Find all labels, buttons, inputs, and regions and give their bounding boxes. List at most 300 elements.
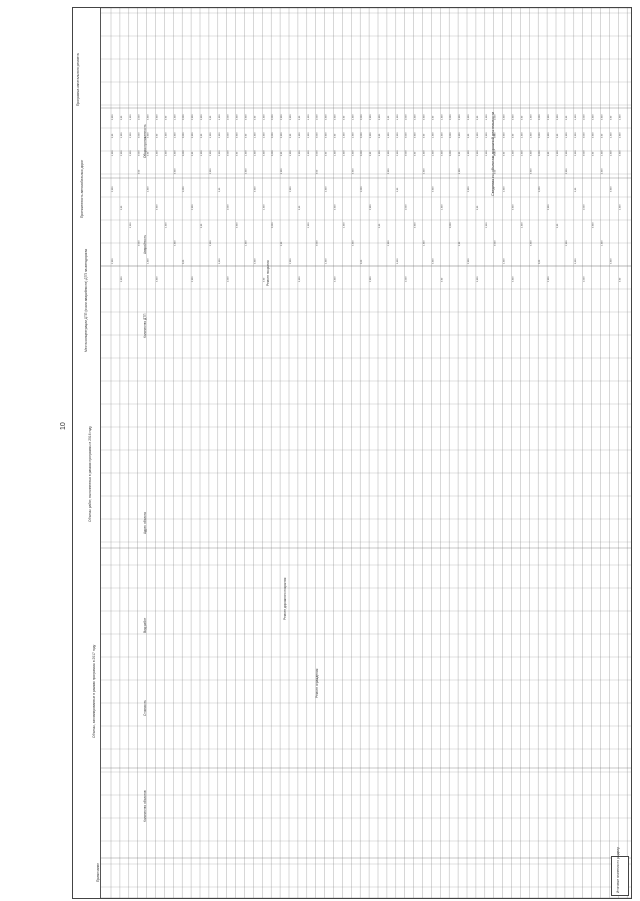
- table-cell-value: 0,000: [174, 168, 177, 174]
- table-cell-value: 1,000: [281, 168, 284, 174]
- table-cell-value: 1,000: [120, 132, 123, 138]
- table-cell-value: 3,000: [370, 204, 373, 210]
- page-number: 10: [60, 422, 67, 430]
- table-cell-value: 0,000: [405, 150, 408, 156]
- table-cell-value: 0,00: [156, 133, 159, 138]
- table-cell-value: 0,00: [601, 133, 604, 138]
- table-cell-value: 3,000: [361, 132, 364, 138]
- table-cell-value: 0,000: [583, 150, 586, 156]
- table-cell-value: 1,000: [174, 114, 177, 120]
- table-cell-value: 0,00: [557, 223, 559, 228]
- table-cell-value: 0,00: [565, 115, 568, 120]
- table-cell-value: 0,00: [120, 205, 123, 210]
- table-cell-value: 3,000: [530, 150, 533, 156]
- table-cell-value: 2,000: [147, 186, 150, 192]
- table-cell-value: 2,000: [619, 132, 622, 138]
- table-cell-value: 0,00: [281, 241, 284, 246]
- table-cell-value: 3,000: [272, 132, 275, 138]
- table-cell-value: 0,00: [539, 259, 542, 264]
- table-cell-value: 0,000: [236, 132, 239, 138]
- table-cell-value: 1,000: [387, 132, 390, 138]
- table-cell-value: 1,000: [601, 240, 604, 246]
- table-cell-value: 0,00: [503, 151, 506, 156]
- table-cell-value: 3,000: [352, 240, 355, 246]
- table-cell-value: 0,00: [201, 133, 203, 138]
- table-cell-value: 0,000: [592, 132, 595, 138]
- table-cell-value: 2,000: [307, 222, 310, 228]
- table-cell-value: 0,000: [272, 150, 275, 156]
- table-cell-value: 0,000: [423, 114, 426, 120]
- table-cell-value: 0,000: [414, 222, 417, 228]
- table-cell-value: 0,000: [227, 150, 230, 156]
- table-cell-value: 2,000: [387, 150, 390, 156]
- table-cell-value: 0,000: [468, 114, 470, 120]
- subheading-cost: Стоимость: [143, 700, 147, 716]
- table-cell-value: 1,000: [530, 114, 533, 120]
- table-cell-value: 1,000: [476, 132, 479, 138]
- table-cell-value: 1,000: [432, 132, 435, 138]
- header-group-program: Программа капитального ремонта: [76, 53, 80, 106]
- table-cell-value: 2,000: [485, 222, 488, 228]
- table-cell-value: 2,000: [112, 258, 114, 264]
- table-cell-value: 2,000: [227, 204, 230, 210]
- table-cell-value: 1,000: [423, 150, 426, 156]
- table-cell-value: 3,000: [512, 276, 515, 282]
- table-cell-value: 0,00: [343, 115, 346, 120]
- table-cell-value: 0,00: [387, 115, 390, 120]
- table-cell-value: 1,000: [245, 150, 248, 156]
- table-cell-value: 0,000: [512, 204, 515, 210]
- table-cell-value: 0,000: [298, 276, 301, 282]
- table-cell-value: 0,000: [138, 240, 141, 246]
- table-cell-value: 1,000: [352, 114, 355, 120]
- table-cell-value: 1,000: [601, 150, 604, 156]
- table-cell-value: 3,000: [147, 114, 150, 120]
- table-cell-value: 0,000: [512, 114, 515, 120]
- table-cell-value: 1,000: [583, 276, 586, 282]
- table-cell-value: 3,000: [272, 222, 275, 228]
- table-cell-value: 3,000: [414, 114, 417, 120]
- table-cell-value: 1,000: [290, 150, 292, 156]
- subheading-count: Количество ДТП: [143, 313, 147, 338]
- table-cell-value: 0,000: [316, 240, 319, 246]
- table-cell-value: 2,000: [361, 114, 364, 120]
- table-cell-value: 0,000: [138, 150, 141, 156]
- table-cell-value: 1,000: [147, 258, 150, 264]
- table-cell-value: 0,00: [476, 115, 479, 120]
- table-cell-value: 3,000: [459, 114, 462, 120]
- table-cell-value: 0,000: [414, 132, 417, 138]
- table-cell-value: 0,00: [432, 115, 435, 120]
- header-group-accidents: Места концентрации ДТП (очаги аварийности) ДТП на автодорогах: [84, 248, 88, 352]
- table-cell-value: 0,000: [334, 204, 337, 210]
- table-cell-value: 2,000: [165, 150, 168, 156]
- table-cell-value: 3,000: [485, 150, 488, 156]
- table-cell-value: 3,000: [334, 276, 337, 282]
- table-cell-value: 1,000: [343, 222, 346, 228]
- table-cell-value: 1,000: [361, 186, 364, 192]
- table-cell-value: 0,000: [379, 114, 381, 120]
- table-cell-value: 1,000: [396, 114, 399, 120]
- table-cell-value: 0,00: [325, 151, 328, 156]
- table-cell-value: 0,000: [325, 132, 328, 138]
- table-cell-value: 0,00: [441, 277, 444, 282]
- table-cell-value: 3,000: [548, 204, 551, 210]
- table-cell-value: 2,000: [245, 168, 248, 174]
- table-cell-value: 2,000: [565, 240, 568, 246]
- table-cell-value: 3,000: [450, 132, 453, 138]
- table-cell-value: 0,000: [192, 132, 195, 138]
- table-cell-value: 1,000: [441, 204, 444, 210]
- table-cell-value: 3,000: [396, 150, 399, 156]
- table-cell-value: 2,000: [432, 150, 435, 156]
- table-cell-value: 0,00: [218, 187, 221, 192]
- table-cell-value: 3,000: [192, 114, 195, 120]
- table-cell-value: 1,000: [165, 132, 168, 138]
- table-cell-value: 3,000: [530, 240, 533, 246]
- table-cell-value: 2,000: [325, 186, 328, 192]
- table-cell-value: 2,000: [494, 114, 497, 120]
- table-cell-value: 3,000: [352, 150, 355, 156]
- table-cell-value: 2,000: [138, 114, 141, 120]
- table-cell-value: 0,00: [334, 133, 337, 138]
- table-cell-value: 0,000: [494, 240, 497, 246]
- table-cell-value: 3,000: [156, 276, 159, 282]
- table-cell-value: 1,000: [298, 132, 301, 138]
- subheading-length: Общая протяженность: [143, 124, 147, 158]
- table-cell-value: 0,00: [120, 115, 123, 120]
- table-cell-value: 1,000: [610, 132, 613, 138]
- table-cell-value: 3,000: [236, 114, 239, 120]
- table-cell-value: 2,000: [218, 132, 221, 138]
- table-cell-value: 2,000: [610, 150, 613, 156]
- table-cell-value: 0,000: [548, 132, 551, 138]
- table-cell-value: 2,000: [129, 222, 132, 228]
- table-cell-value: 2,000: [192, 276, 195, 282]
- table-cell-value: 2,000: [263, 132, 266, 138]
- table-cell-value: 2,000: [476, 150, 479, 156]
- table-cell-value: 1,000: [619, 114, 622, 120]
- table-cell-value: 0,000: [201, 114, 203, 120]
- table-cell-value: 3,000: [138, 132, 141, 138]
- table-cell-value: 0,000: [218, 258, 221, 264]
- table-cell-value: 1,000: [539, 186, 542, 192]
- table-cell-value: 0,00: [396, 187, 399, 192]
- table-cell-value: 3,000: [574, 150, 577, 156]
- table-cell-value: 3,000: [619, 150, 622, 156]
- table-cell-value: 0,000: [432, 186, 435, 192]
- table-cell-value: 1,000: [156, 150, 159, 156]
- table-cell-value: 3,000: [450, 222, 453, 228]
- table-cell-value: 0,00: [548, 151, 551, 156]
- table-cell-value: 1,000: [441, 114, 444, 120]
- table-cell-value: 0,00: [192, 151, 195, 156]
- header-group-2016: Объемы работ, выполненных в рамках программы в 2016 году: [88, 426, 92, 522]
- table-cell-value: 3,000: [307, 150, 310, 156]
- table-cell-value: 3,000: [468, 186, 470, 192]
- table-cell-value: 0,000: [236, 222, 239, 228]
- table-cell-value: 0,00: [290, 133, 292, 138]
- table-cell-value: 3,000: [316, 132, 319, 138]
- table-cell-value: 1,000: [307, 114, 310, 120]
- document-sheet: [72, 7, 632, 899]
- table-cell-value: 2,000: [387, 240, 390, 246]
- table-cell-value: 0,00: [379, 133, 381, 138]
- table-cell-value: 2,000: [254, 150, 257, 156]
- table-cell-value: 0,00: [592, 151, 595, 156]
- table-cell-value: 1,000: [245, 240, 248, 246]
- table-cell-value: 2,000: [396, 132, 399, 138]
- table-cell-value: 0,000: [120, 276, 123, 282]
- table-cell-value: 0,000: [494, 150, 497, 156]
- row-group-label: Сведения по объектам дорожной деятельности: [491, 111, 495, 196]
- table-cell-value: 0,000: [476, 276, 479, 282]
- table-cell-value: 1,000: [405, 276, 408, 282]
- table-cell-value: 0,00: [361, 259, 364, 264]
- table-cell-value: 2,000: [565, 150, 568, 156]
- table-cell-value: 0,00: [138, 169, 141, 174]
- table-cell-value: 2,000: [539, 114, 542, 120]
- table-cell-value: 3,000: [112, 186, 114, 192]
- table-cell-value: 1,000: [565, 132, 568, 138]
- table-cell-value: 2,000: [209, 240, 212, 246]
- table-cell-value: 0,00: [414, 151, 417, 156]
- table-cell-value: 0,000: [112, 114, 114, 120]
- table-cell-value: 2,000: [174, 132, 177, 138]
- table-cell-value: 1,000: [619, 204, 622, 210]
- table-cell-value: 2,000: [468, 258, 470, 264]
- table-cell-value: 3,000: [254, 258, 257, 264]
- table-cell-value: 1,000: [521, 222, 524, 228]
- table-cell-value: 3,000: [218, 150, 221, 156]
- table-cell-value: 3,000: [592, 114, 595, 120]
- table-cell-value: 0,00: [236, 151, 239, 156]
- table-cell-value: 0,000: [530, 168, 533, 174]
- table-cell-value: 0,000: [539, 150, 542, 156]
- table-cell-value: 0,000: [503, 132, 506, 138]
- table-cell-value: 0,00: [476, 205, 479, 210]
- header-group-2017: Объемы, запланированные в рамках программы в 2017 году: [92, 644, 96, 738]
- table-cell-value: 1,000: [165, 222, 168, 228]
- header-group-note: Примечание: [96, 862, 100, 882]
- table-cell-value: 0,00: [281, 151, 284, 156]
- table-cell-value: 2,000: [601, 168, 604, 174]
- table-cell-value: 0,00: [209, 115, 212, 120]
- table-cell-value: 3,000: [325, 114, 328, 120]
- table-cell-value: 3,000: [503, 114, 506, 120]
- table-cell-value: 1,000: [254, 132, 257, 138]
- table-cell-value: 3,000: [192, 204, 195, 210]
- table-cell-value: 3,000: [405, 132, 408, 138]
- table-cell-value: 0,00: [201, 223, 203, 228]
- table-cell-value: 3,000: [441, 150, 444, 156]
- table-cell-value: 0,000: [334, 114, 337, 120]
- table-cell-value: 0,000: [396, 258, 399, 264]
- table-cell-value: 2,000: [316, 114, 319, 120]
- totals-note-box: [611, 847, 629, 896]
- table-cell-value: 0,00: [112, 133, 114, 138]
- table-cell-value: 1,000: [325, 258, 328, 264]
- table-cell-value: 3,000: [548, 114, 551, 120]
- table-cell-value: 1,000: [227, 276, 230, 282]
- table-cell-value: 0,000: [610, 186, 613, 192]
- table-cell-value: 0,00: [512, 133, 515, 138]
- table-cell-value: 0,000: [361, 150, 364, 156]
- table-cell-value: 1,000: [201, 150, 203, 156]
- table-cell-value: 0,00: [165, 115, 168, 120]
- table-cell-value: 2,000: [583, 114, 586, 120]
- table-cell-value: 2,000: [548, 276, 551, 282]
- subheading-work-type: Вид работ: [143, 617, 147, 633]
- table-cell-value: 3,000: [227, 132, 230, 138]
- table-cell-value: 3,000: [174, 150, 177, 156]
- table-cell-value: 0,000: [601, 114, 604, 120]
- table-cell-value: 0,00: [459, 241, 462, 246]
- table-cell-value: 2,000: [209, 150, 212, 156]
- table-cell-value: 2,000: [298, 150, 301, 156]
- table-cell-value: 2,000: [120, 150, 123, 156]
- table-cell-value: 1,000: [512, 150, 515, 156]
- table-cell-value: 0,00: [379, 223, 381, 228]
- table-cell-value: 0,00: [298, 205, 301, 210]
- table-cell-value: 2,000: [450, 114, 453, 120]
- subheading-accidents: Аварийность: [143, 234, 147, 254]
- table-cell-value: 1,000: [485, 114, 488, 120]
- table-cell-value: 3,000: [432, 258, 435, 264]
- table-cell-value: 1,000: [574, 114, 577, 120]
- table-cell-value: 3,000: [610, 258, 613, 264]
- table-cell-value: 0,00: [316, 169, 319, 174]
- table-cell-value: 0,00: [298, 115, 301, 120]
- table-cell-value: 2,000: [441, 132, 444, 138]
- table-cell-value: 0,000: [254, 186, 257, 192]
- table-cell-value: 0,000: [574, 258, 577, 264]
- section-marker-3: Ремонт ограждения: [315, 668, 319, 698]
- table-cell-value: 1,000: [218, 114, 221, 120]
- table-cell-value: 0,00: [263, 277, 266, 282]
- table-cell-value: 0,000: [290, 114, 292, 120]
- table-cell-value: 2,000: [352, 132, 355, 138]
- header-band: [73, 8, 101, 898]
- table-cell-value: 1,000: [183, 186, 186, 192]
- table-cell-value: 3,000: [209, 168, 212, 174]
- table-cell-value: 1,000: [263, 204, 266, 210]
- table-cell-value: 2,000: [183, 114, 186, 120]
- table-cell-value: 2,000: [423, 168, 426, 174]
- table-cell-value: 0,000: [281, 132, 284, 138]
- table-cell-value: 3,000: [183, 132, 186, 138]
- table-cell-value: 3,000: [494, 132, 497, 138]
- table-cell-value: 3,000: [174, 240, 177, 246]
- table-cell-value: 0,000: [183, 150, 186, 156]
- table-cell-value: 0,00: [183, 259, 186, 264]
- table-cell-value: 0,000: [156, 114, 159, 120]
- table-cell-value: 2,000: [129, 132, 132, 138]
- table-cell-value: 0,000: [352, 168, 355, 174]
- table-grid-lines: [101, 8, 631, 898]
- table-cell-value: 0,000: [592, 222, 595, 228]
- table-cell-value: 0,00: [521, 115, 524, 120]
- table-cell-value: 1,000: [468, 150, 470, 156]
- totals-note-text: Итоговые значения по разделу: [616, 847, 620, 893]
- table-cell-value: 0,000: [147, 132, 150, 138]
- table-cell-value: 2,000: [485, 132, 488, 138]
- table-cell-value: 2,000: [227, 114, 230, 120]
- table-cell-value: 0,00: [557, 133, 559, 138]
- data-grid: [101, 8, 631, 898]
- table-cell-value: 2,000: [272, 114, 275, 120]
- table-cell-value: 0,00: [245, 133, 248, 138]
- table-cell-value: 2,000: [290, 258, 292, 264]
- table-cell-value: 2,000: [405, 204, 408, 210]
- table-cell-value: 0,00: [610, 115, 613, 120]
- table-cell-value: 1,000: [423, 240, 426, 246]
- table-cell-value: 0,000: [557, 114, 559, 120]
- table-cell-value: 2,000: [583, 204, 586, 210]
- subheading-object-count: Количество объектов: [143, 790, 147, 822]
- table-cell-value: 2,000: [307, 132, 310, 138]
- table-cell-value: 0,00: [468, 133, 470, 138]
- subheading-address: Адрес объекта: [143, 512, 147, 534]
- table-cell-value: 2,000: [370, 276, 373, 282]
- table-cell-value: 2,000: [343, 150, 346, 156]
- table-cell-value: 3,000: [387, 168, 390, 174]
- table-cell-value: 0,000: [245, 114, 248, 120]
- table-cell-value: 1,000: [129, 114, 132, 120]
- table-cell-value: 1,000: [334, 150, 337, 156]
- table-cell-value: 3,000: [281, 114, 284, 120]
- table-cell-value: 1,000: [503, 258, 506, 264]
- table-cell-value: 0,000: [370, 132, 373, 138]
- table-cell-value: 1,000: [459, 168, 462, 174]
- table-cell-value: 2,000: [503, 186, 506, 192]
- section-marker-1: Ремонт покрытия: [266, 260, 270, 286]
- table-cell-value: 1,000: [112, 150, 114, 156]
- table-cell-value: 3,000: [370, 114, 373, 120]
- table-cell-value: 1,000: [521, 132, 524, 138]
- table-cell-value: 2,000: [405, 114, 408, 120]
- table-cell-value: 0,00: [370, 151, 373, 156]
- table-cell-value: 1,000: [263, 114, 266, 120]
- table-cell-value: 0,000: [316, 150, 319, 156]
- table-cell-value: 1,000: [209, 132, 212, 138]
- header-group-length: Протяженность автомобильных дорог: [80, 159, 84, 218]
- table-cell-value: 0,000: [156, 204, 159, 210]
- table-cell-value: 0,00: [459, 151, 462, 156]
- table-cell-value: 2,000: [574, 132, 577, 138]
- table-cell-value: 3,000: [129, 150, 132, 156]
- table-cell-value: 2,000: [530, 132, 533, 138]
- table-cell-value: 3,000: [565, 168, 568, 174]
- table-cell-value: 2,000: [521, 150, 524, 156]
- table-cell-value: 3,000: [290, 186, 292, 192]
- table-cell-value: 0,00: [147, 151, 150, 156]
- table-cell-value: 0,000: [459, 132, 462, 138]
- table-cell-value: 0,00: [254, 115, 257, 120]
- table-cell-value: 0,00: [619, 277, 622, 282]
- table-cell-value: 3,000: [263, 150, 266, 156]
- table-cell-value: 1,000: [557, 150, 559, 156]
- table-cell-value: 0,00: [494, 169, 497, 174]
- section-marker-2: Ремонт дорожного покрытия: [283, 577, 287, 620]
- table-cell-value: 1,000: [379, 150, 381, 156]
- table-cell-value: 0,00: [574, 187, 577, 192]
- table-cell-value: 0,00: [423, 133, 426, 138]
- table-cell-value: 1,000: [343, 132, 346, 138]
- table-cell-value: 3,000: [539, 132, 542, 138]
- table-cell-value: 0,000: [450, 150, 453, 156]
- table-cell-value: 3,000: [583, 132, 586, 138]
